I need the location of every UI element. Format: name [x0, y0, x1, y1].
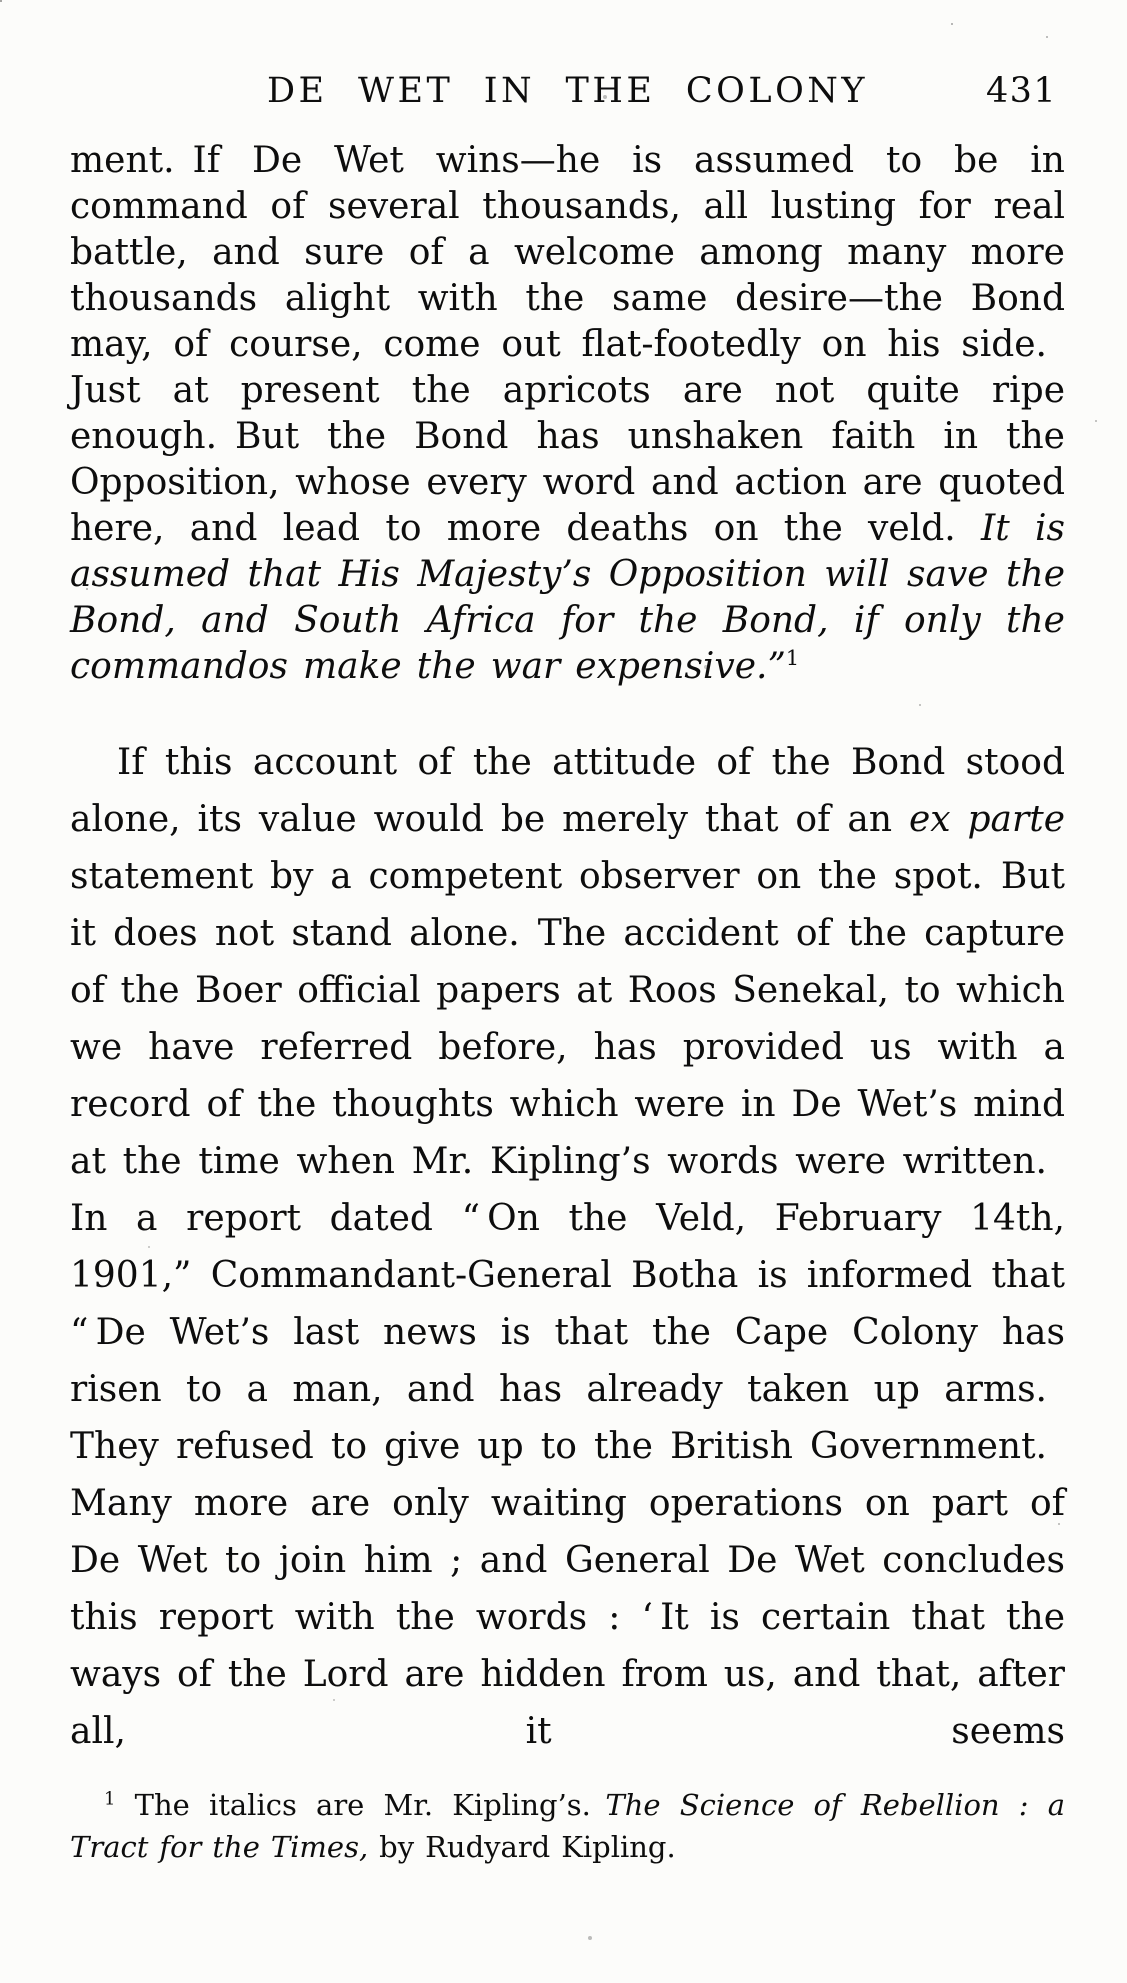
- text-block: [70, 138, 1065, 1760]
- page-number: 431: [985, 71, 1057, 111]
- body-text-run: If this account of the attitude of the Bond stood alone, its value would be merely that of an: [70, 742, 1065, 840]
- paragraph-continuation: [70, 138, 1065, 690]
- running-title: DE WET IN THE COLONY: [267, 71, 868, 111]
- footnote-text-run: by Rudyard Kipling.: [368, 1830, 676, 1864]
- paragraph-main: [70, 734, 1065, 1760]
- footnote-work-title: The Science of Rebellion : a Tract for the Times,: [70, 1788, 1065, 1864]
- footnote-block: [70, 1784, 1065, 1868]
- scan-noise-speckles: [0, 0, 2, 2]
- body-text-run: statement by a competent observer on the spot. But it does not stand alone. The accident of the capture of the Boer official papers at Roos Senekal, to which we have referred before, has provided us with a record of the thoughts which were in De Wet’s mind at the time when Mr. Kipling’s words were written. In a report dated “ On the Veld, February 14th, 1901,” Commandant-General Botha is informed that “ De Wet’s last news is that the Cape Colony has risen to a man, and has already taken up arms. They refused to give up to the British Government. Many more are only waiting operations on part of De Wet to join him ; and General De Wet concludes this report with the words : ‘ It is certain that the ways of the Lord are hidden from us, and that, after all, it seems: [70, 856, 1065, 1752]
- running-head: [70, 70, 1065, 112]
- italic-quote-run: It is assumed that His Majesty’s Opposition will save the Bond, and South Africa for the Bond, if only the commandos make the war expensive.”: [70, 508, 1065, 687]
- body-text-run: ment. If De Wet wins—he is assumed to be in command of several thousands, all lusting for real battle, and sure of a welcome among many more thousands alight with the same desire—the Bond may, of course, come out flat-footedly on his side. Just at present the apricots are not quite ripe enough. But the Bond has unshaken faith in the Opposition, whose every word and action are quoted here, and lead to more deaths on the veld.: [70, 140, 1065, 549]
- italic-phrase-ex-parte: ex parte: [908, 799, 1065, 840]
- footnote-marker: 1: [104, 1788, 116, 1810]
- footnote-reference-marker: 1: [785, 646, 800, 670]
- footnote-text-run: The italics are Mr. Kipling’s.: [115, 1788, 606, 1822]
